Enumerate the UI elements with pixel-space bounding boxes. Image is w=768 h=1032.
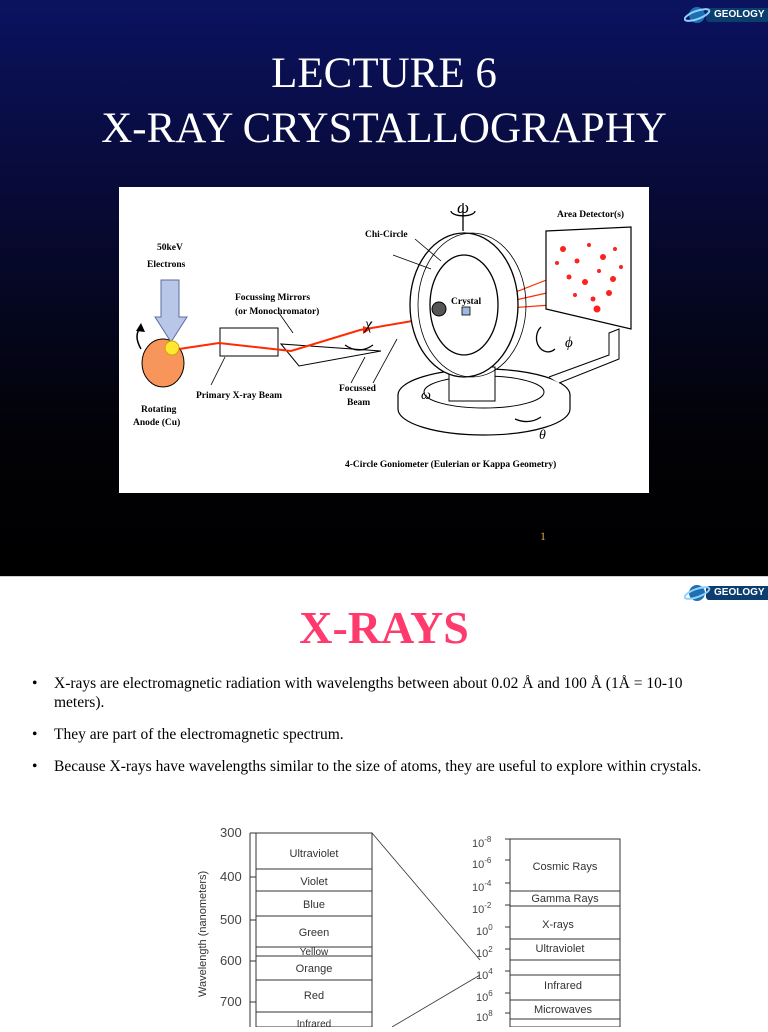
band-x-rays: X-rays bbox=[542, 919, 574, 931]
bullet-item: • X-rays are electromagnetic radiation with wavelengths between about 0.02 Å and 100 Å (1Å = 10-10 meters). bbox=[32, 675, 683, 711]
leader-line bbox=[211, 357, 225, 385]
page-number: 1 bbox=[540, 529, 546, 543]
bullet-list bbox=[32, 674, 732, 789]
right-tick-labels bbox=[472, 835, 493, 1024]
mirrors-label-2: (or Monochromator) bbox=[235, 307, 320, 317]
logo-text: GEOLOGY bbox=[714, 9, 765, 20]
omega-top-label: ω bbox=[457, 198, 470, 217]
band-blue: Blue bbox=[302, 899, 326, 911]
right-tick-label: $10^{-8}$ bbox=[472, 835, 492, 850]
right-tick-label: $10^2$ bbox=[476, 945, 493, 960]
right-ticks bbox=[505, 839, 510, 1013]
zoom-connector bbox=[372, 833, 480, 960]
area-detector-label: Area Detector(s) bbox=[557, 210, 625, 220]
bullet-dot: • bbox=[32, 675, 38, 692]
right-tick-label: $10^{-6}$ bbox=[472, 856, 492, 871]
zoom-connector bbox=[392, 975, 480, 1027]
detector-arm bbox=[549, 329, 619, 383]
band-violet: Violet bbox=[300, 876, 328, 888]
focussing-mirror bbox=[220, 328, 278, 356]
bullet-dot: • bbox=[32, 726, 38, 743]
theta-label: θ bbox=[539, 428, 546, 443]
left-ticks bbox=[250, 833, 256, 1002]
band-microwaves: Microwaves bbox=[533, 1004, 593, 1016]
right-tick-label: $10^4$ bbox=[476, 967, 493, 982]
planet-icon bbox=[684, 4, 714, 26]
band-ultraviolet: Ultraviolet bbox=[289, 848, 339, 860]
wavelength-axis-label: Wavelength (nanometers) bbox=[197, 870, 209, 997]
rotation-arrowhead bbox=[136, 323, 145, 332]
left-tick-label: 600 bbox=[220, 953, 242, 968]
mirrors-label-1: Focussing Mirrors bbox=[235, 293, 311, 303]
anode-label-2: Anode (Cu) bbox=[133, 418, 181, 428]
band-infrared-em: Infrared bbox=[544, 980, 582, 992]
band-orange: Orange bbox=[295, 963, 333, 975]
band-cosmic-rays: Cosmic Rays bbox=[532, 861, 598, 873]
left-tick-label: 700 bbox=[220, 994, 242, 1009]
phi-label: ϕ bbox=[565, 335, 573, 351]
crystal-sample bbox=[462, 307, 470, 315]
band-gamma-rays: Gamma Rays bbox=[531, 893, 599, 905]
bullet-item: • They are part of the electromagnetic spectrum. bbox=[32, 726, 344, 743]
focussed-label-1: Focussed bbox=[339, 384, 376, 394]
leader-line bbox=[373, 339, 397, 383]
lecture-subtitle: X-RAY CRYSTALLOGRAPHY bbox=[101, 105, 667, 152]
electrons-label-1: 50keV bbox=[157, 243, 183, 253]
goniometer-label: 4-Circle Goniometer (Eulerian or Kappa Geometry) bbox=[345, 460, 557, 470]
chi-label: χ bbox=[365, 316, 373, 333]
logo-text: GEOLOGY bbox=[714, 587, 765, 598]
focal-spot bbox=[165, 341, 179, 355]
band-ultraviolet-em: Ultraviolet bbox=[535, 943, 585, 955]
phi-rotation bbox=[536, 327, 555, 352]
area-detector bbox=[546, 227, 631, 329]
electron-beam-arrow bbox=[155, 280, 187, 342]
bullet-dot: • bbox=[32, 758, 38, 775]
electrons-label-2: Electrons bbox=[147, 260, 186, 270]
right-tick-label: $10^8$ bbox=[476, 1009, 493, 1024]
geology-logo bbox=[684, 4, 768, 26]
band-infrared: Infrared bbox=[296, 1019, 332, 1027]
leader-line bbox=[351, 357, 365, 383]
spectrum-figure bbox=[180, 817, 640, 1027]
primary-beam-label: Primary X-ray Beam bbox=[196, 391, 282, 401]
omega-low-label: ω bbox=[421, 388, 431, 403]
left-tick-label: 500 bbox=[220, 912, 242, 927]
monochromator bbox=[281, 344, 381, 366]
crystal-label: Crystal bbox=[451, 297, 482, 307]
diffractometer-diagram bbox=[119, 187, 649, 493]
slide-title: X-RAYS bbox=[299, 602, 469, 653]
anode-label-1: Rotating bbox=[141, 405, 177, 415]
focussed-label-2: Beam bbox=[347, 398, 371, 408]
right-tick-label: $10^0$ bbox=[476, 923, 493, 938]
band-green: Green bbox=[298, 927, 330, 939]
right-tick-label: $10^6$ bbox=[476, 989, 493, 1004]
slide-xrays bbox=[0, 576, 768, 1025]
left-tick-label: 300 bbox=[220, 825, 242, 840]
phi-head bbox=[432, 302, 446, 316]
right-tick-label: $10^{-2}$ bbox=[472, 901, 492, 916]
band-yellow: Yellow bbox=[299, 947, 329, 958]
band-red: Red bbox=[303, 990, 325, 1002]
chi-circle-label: Chi-Circle bbox=[365, 230, 408, 240]
bullet-item: • Because X-rays have wavelengths similar to the size of atoms, they are useful to explore within crystals. bbox=[32, 758, 702, 775]
right-tick-label: $10^{-4}$ bbox=[472, 879, 492, 894]
lecture-title: LECTURE 6 bbox=[271, 50, 497, 97]
left-tick-label: 400 bbox=[220, 869, 242, 884]
